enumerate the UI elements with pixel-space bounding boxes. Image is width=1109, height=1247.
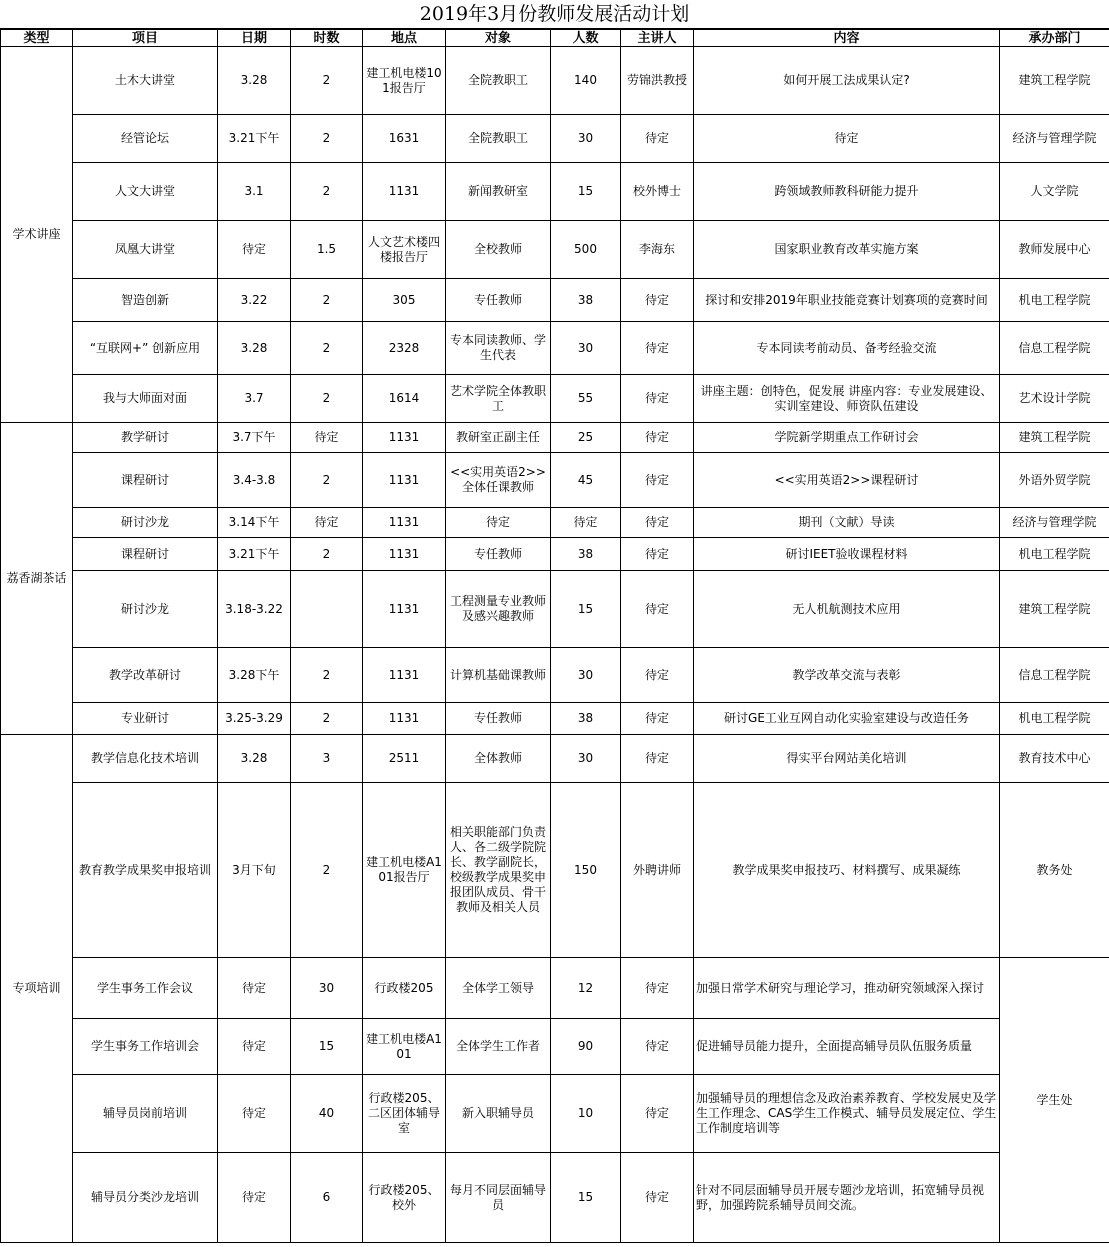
count-cell: 90 xyxy=(551,1019,621,1075)
content-cell: 教学成果奖申报技巧、材料撰写、成果凝练 xyxy=(694,783,1000,958)
place-cell: 行政楼205、二区团体辅导室 xyxy=(363,1075,446,1153)
count-cell: 45 xyxy=(551,453,621,508)
audience-cell: 专本同读教师、学生代表 xyxy=(446,322,551,375)
place-cell: 人文艺术楼四楼报告厅 xyxy=(363,221,446,279)
place-cell: 1131 xyxy=(363,538,446,571)
count-cell: 500 xyxy=(551,221,621,279)
project-cell: 土木大讲堂 xyxy=(73,47,218,115)
project-cell: 人文大讲堂 xyxy=(73,163,218,221)
header-speaker: 主讲人 xyxy=(621,30,694,47)
count-cell: 30 xyxy=(551,648,621,703)
hours-cell: 2 xyxy=(291,322,363,375)
date-cell: 3.21下午 xyxy=(218,538,291,571)
content-cell: 研讨GE工业互网自动化实验室建设与改造任务 xyxy=(694,703,1000,735)
audience-cell: 新入职辅导员 xyxy=(446,1075,551,1153)
content-cell: 促进辅导员能力提升，全面提高辅导员队伍服务质量 xyxy=(694,1019,1000,1075)
hours-cell: 2 xyxy=(291,115,363,163)
date-cell: 3.22 xyxy=(218,279,291,322)
dept-cell: 学生处 xyxy=(1000,958,1109,1243)
date-cell: 待定 xyxy=(218,1075,291,1153)
header-type: 类型 xyxy=(1,30,73,47)
speaker-cell: 待定 xyxy=(621,279,694,322)
date-cell: 3.18-3.22 xyxy=(218,571,291,648)
content-cell: 跨领域教师教科研能力提升 xyxy=(694,163,1000,221)
audience-cell: <<实用英语2>>全体任课教师 xyxy=(446,453,551,508)
audience-cell: 全院教职工 xyxy=(446,115,551,163)
count-cell: 140 xyxy=(551,47,621,115)
count-cell: 15 xyxy=(551,571,621,648)
speaker-cell: 待定 xyxy=(621,1075,694,1153)
project-cell: 课程研讨 xyxy=(73,538,218,571)
type-cell: 专项培训 xyxy=(1,735,73,1243)
table-row xyxy=(1,322,1109,375)
project-cell: 学生事务工作会议 xyxy=(73,958,218,1019)
table-row xyxy=(1,783,1109,958)
project-cell: 凤凰大讲堂 xyxy=(73,221,218,279)
place-cell: 1131 xyxy=(363,423,446,453)
table-row xyxy=(1,375,1109,423)
audience-cell: 新闻教研室 xyxy=(446,163,551,221)
dept-cell: 机电工程学院 xyxy=(1000,538,1109,571)
place-cell: 1131 xyxy=(363,453,446,508)
place-cell: 行政楼205、校外 xyxy=(363,1153,446,1243)
hours-cell: 2 xyxy=(291,783,363,958)
speaker-cell: 待定 xyxy=(621,375,694,423)
date-cell: 待定 xyxy=(218,958,291,1019)
place-cell: 建工机电楼101报告厅 xyxy=(363,47,446,115)
dept-cell: 机电工程学院 xyxy=(1000,279,1109,322)
content-cell: 专本同读考前动员、备考经验交流 xyxy=(694,322,1000,375)
table-row xyxy=(1,1075,1109,1153)
table-row xyxy=(1,703,1109,735)
audience-cell: 全体学工领导 xyxy=(446,958,551,1019)
dept-cell: 信息工程学院 xyxy=(1000,648,1109,703)
header-count: 人数 xyxy=(551,30,621,47)
date-cell: 3月下旬 xyxy=(218,783,291,958)
speaker-cell: 待定 xyxy=(621,538,694,571)
date-cell: 3.4-3.8 xyxy=(218,453,291,508)
content-cell: 加强日常学术研究与理论学习，推动研究领域深入探讨 xyxy=(694,958,1000,1019)
place-cell: 1631 xyxy=(363,115,446,163)
audience-cell: 教研室正副主任 xyxy=(446,423,551,453)
project-cell: 经管论坛 xyxy=(73,115,218,163)
dept-cell: 经济与管理学院 xyxy=(1000,115,1109,163)
audience-cell: 全院教职工 xyxy=(446,47,551,115)
project-cell: 教学改革研讨 xyxy=(73,648,218,703)
count-cell: 150 xyxy=(551,783,621,958)
count-cell: 38 xyxy=(551,279,621,322)
table-row xyxy=(1,279,1109,322)
dept-cell: 教育技术中心 xyxy=(1000,735,1109,783)
count-cell: 待定 xyxy=(551,508,621,538)
table-row xyxy=(1,508,1109,538)
place-cell: 2511 xyxy=(363,735,446,783)
hours-cell: 2 xyxy=(291,375,363,423)
type-cell: 学术讲座 xyxy=(1,47,73,423)
dept-cell: 教务处 xyxy=(1000,783,1109,958)
speaker-cell: 待定 xyxy=(621,115,694,163)
speaker-cell: 待定 xyxy=(621,735,694,783)
audience-cell: 艺术学院全体教职工 xyxy=(446,375,551,423)
hours-cell: 待定 xyxy=(291,508,363,538)
activity-plan-table xyxy=(0,29,1109,1243)
dept-cell: 教师发展中心 xyxy=(1000,221,1109,279)
content-cell: 国家职业教育改革实施方案 xyxy=(694,221,1000,279)
date-cell: 3.28 xyxy=(218,47,291,115)
project-cell: “互联网+” 创新应用 xyxy=(73,322,218,375)
place-cell: 2328 xyxy=(363,322,446,375)
place-cell: 305 xyxy=(363,279,446,322)
project-cell: 教学信息化技术培训 xyxy=(73,735,218,783)
project-cell: 研讨沙龙 xyxy=(73,508,218,538)
hours-cell: 3 xyxy=(291,735,363,783)
page-title: 2019年3月份教师发展活动计划 xyxy=(0,0,1109,29)
speaker-cell: 待定 xyxy=(621,508,694,538)
audience-cell: 专任教师 xyxy=(446,538,551,571)
content-cell: 学院新学期重点工作研讨会 xyxy=(694,423,1000,453)
table-row xyxy=(1,958,1109,1019)
hours-cell: 2 xyxy=(291,703,363,735)
table-row xyxy=(1,115,1109,163)
content-cell: 讲座主题：创特色，促发展 讲座内容：专业发展建设、实训室建设、师资队伍建设 xyxy=(694,375,1000,423)
count-cell: 10 xyxy=(551,1075,621,1153)
speaker-cell: 待定 xyxy=(621,423,694,453)
count-cell: 25 xyxy=(551,423,621,453)
speaker-cell: 外聘讲师 xyxy=(621,783,694,958)
hours-cell: 2 xyxy=(291,279,363,322)
audience-cell: 专任教师 xyxy=(446,703,551,735)
date-cell: 待定 xyxy=(218,1019,291,1075)
hours-cell: 待定 xyxy=(291,423,363,453)
dept-cell: 人文学院 xyxy=(1000,163,1109,221)
table-row xyxy=(1,571,1109,648)
hours-cell: 6 xyxy=(291,1153,363,1243)
type-cell: 荔香湖茶话 xyxy=(1,423,73,735)
speaker-cell: 校外博士 xyxy=(621,163,694,221)
header-hours: 时数 xyxy=(291,30,363,47)
audience-cell: 专任教师 xyxy=(446,279,551,322)
date-cell: 3.28下午 xyxy=(218,648,291,703)
place-cell: 1614 xyxy=(363,375,446,423)
header-place: 地点 xyxy=(363,30,446,47)
speaker-cell: 待定 xyxy=(621,571,694,648)
count-cell: 12 xyxy=(551,958,621,1019)
table-row xyxy=(1,1019,1109,1075)
date-cell: 3.1 xyxy=(218,163,291,221)
table-row xyxy=(1,221,1109,279)
project-cell: 教育教学成果奖申报培训 xyxy=(73,783,218,958)
place-cell: 建工机电楼A101报告厅 xyxy=(363,783,446,958)
date-cell: 待定 xyxy=(218,221,291,279)
count-cell: 15 xyxy=(551,1153,621,1243)
content-cell: <<实用英语2>>课程研讨 xyxy=(694,453,1000,508)
speaker-cell: 待定 xyxy=(621,1019,694,1075)
project-cell: 我与大师面对面 xyxy=(73,375,218,423)
speaker-cell: 待定 xyxy=(621,322,694,375)
audience-cell: 待定 xyxy=(446,508,551,538)
speaker-cell: 待定 xyxy=(621,1153,694,1243)
project-cell: 辅导员分类沙龙培训 xyxy=(73,1153,218,1243)
audience-cell: 全体教师 xyxy=(446,735,551,783)
content-cell: 加强辅导员的理想信念及政治素养教育、学校发展史及学生工作理念、CAS学生工作模式、辅导员发展定位、学生工作制度培训等 xyxy=(694,1075,1000,1153)
date-cell: 3.28 xyxy=(218,735,291,783)
content-cell: 得实平台网站美化培训 xyxy=(694,735,1000,783)
speaker-cell: 待定 xyxy=(621,958,694,1019)
content-cell: 研讨IEET验收课程材料 xyxy=(694,538,1000,571)
hours-cell: 2 xyxy=(291,453,363,508)
header-dept: 承办部门 xyxy=(1000,30,1109,47)
header-row xyxy=(1,30,1109,47)
hours-cell xyxy=(291,571,363,648)
project-cell: 辅导员岗前培训 xyxy=(73,1075,218,1153)
count-cell: 30 xyxy=(551,115,621,163)
dept-cell: 艺术设计学院 xyxy=(1000,375,1109,423)
project-cell: 课程研讨 xyxy=(73,453,218,508)
dept-cell: 信息工程学院 xyxy=(1000,322,1109,375)
date-cell: 3.21下午 xyxy=(218,115,291,163)
hours-cell: 2 xyxy=(291,538,363,571)
content-cell: 探讨和安排2019年职业技能竞赛计划赛项的竞赛时间 xyxy=(694,279,1000,322)
date-cell: 3.7 xyxy=(218,375,291,423)
count-cell: 38 xyxy=(551,703,621,735)
content-cell: 期刊（文献）导读 xyxy=(694,508,1000,538)
table-row xyxy=(1,163,1109,221)
audience-cell: 计算机基础课教师 xyxy=(446,648,551,703)
audience-cell: 每月不同层面辅导员 xyxy=(446,1153,551,1243)
header-date: 日期 xyxy=(218,30,291,47)
hours-cell: 2 xyxy=(291,47,363,115)
table-row xyxy=(1,648,1109,703)
dept-cell: 建筑工程学院 xyxy=(1000,423,1109,453)
place-cell: 行政楼205 xyxy=(363,958,446,1019)
dept-cell: 经济与管理学院 xyxy=(1000,508,1109,538)
content-cell: 无人机航测技术应用 xyxy=(694,571,1000,648)
audience-cell: 全校教师 xyxy=(446,221,551,279)
speaker-cell: 李海东 xyxy=(621,221,694,279)
place-cell: 1131 xyxy=(363,703,446,735)
date-cell: 3.25-3.29 xyxy=(218,703,291,735)
dept-cell: 机电工程学院 xyxy=(1000,703,1109,735)
hours-cell: 15 xyxy=(291,1019,363,1075)
hours-cell: 1.5 xyxy=(291,221,363,279)
count-cell: 15 xyxy=(551,163,621,221)
audience-cell: 相关职能部门负责人、各二级学院院长、教学副院长，校级教学成果奖申报团队成员、骨干教师及相关人员 xyxy=(446,783,551,958)
place-cell: 1131 xyxy=(363,648,446,703)
table-row xyxy=(1,1153,1109,1243)
hours-cell: 30 xyxy=(291,958,363,1019)
dept-cell: 建筑工程学院 xyxy=(1000,47,1109,115)
count-cell: 30 xyxy=(551,735,621,783)
speaker-cell: 待定 xyxy=(621,453,694,508)
hours-cell: 40 xyxy=(291,1075,363,1153)
date-cell: 3.28 xyxy=(218,322,291,375)
hours-cell: 2 xyxy=(291,648,363,703)
header-audience: 对象 xyxy=(446,30,551,47)
count-cell: 30 xyxy=(551,322,621,375)
table-row xyxy=(1,47,1109,115)
speaker-cell: 待定 xyxy=(621,703,694,735)
table-row xyxy=(1,538,1109,571)
project-cell: 研讨沙龙 xyxy=(73,571,218,648)
project-cell: 专业研讨 xyxy=(73,703,218,735)
content-cell: 待定 xyxy=(694,115,1000,163)
audience-cell: 全体学生工作者 xyxy=(446,1019,551,1075)
project-cell: 智造创新 xyxy=(73,279,218,322)
date-cell: 待定 xyxy=(218,1153,291,1243)
place-cell: 1131 xyxy=(363,571,446,648)
header-project: 项目 xyxy=(73,30,218,47)
place-cell: 1131 xyxy=(363,163,446,221)
place-cell: 1131 xyxy=(363,508,446,538)
place-cell: 建工机电楼A101 xyxy=(363,1019,446,1075)
table-row xyxy=(1,423,1109,453)
table-row xyxy=(1,453,1109,508)
date-cell: 3.7下午 xyxy=(218,423,291,453)
date-cell: 3.14下午 xyxy=(218,508,291,538)
content-cell: 针对不同层面辅导员开展专题沙龙培训，拓宽辅导员视野，加强跨院系辅导员间交流。 xyxy=(694,1153,1000,1243)
speaker-cell: 劳锦洪教授 xyxy=(621,47,694,115)
project-cell: 教学研讨 xyxy=(73,423,218,453)
speaker-cell: 待定 xyxy=(621,648,694,703)
hours-cell: 2 xyxy=(291,163,363,221)
content-cell: 如何开展工法成果认定? xyxy=(694,47,1000,115)
dept-cell: 建筑工程学院 xyxy=(1000,571,1109,648)
header-content: 内容 xyxy=(694,30,1000,47)
dept-cell: 外语外贸学院 xyxy=(1000,453,1109,508)
table-row xyxy=(1,735,1109,783)
audience-cell: 工程测量专业教师及感兴趣教师 xyxy=(446,571,551,648)
count-cell: 55 xyxy=(551,375,621,423)
project-cell: 学生事务工作培训会 xyxy=(73,1019,218,1075)
content-cell: 教学改革交流与表彰 xyxy=(694,648,1000,703)
count-cell: 38 xyxy=(551,538,621,571)
